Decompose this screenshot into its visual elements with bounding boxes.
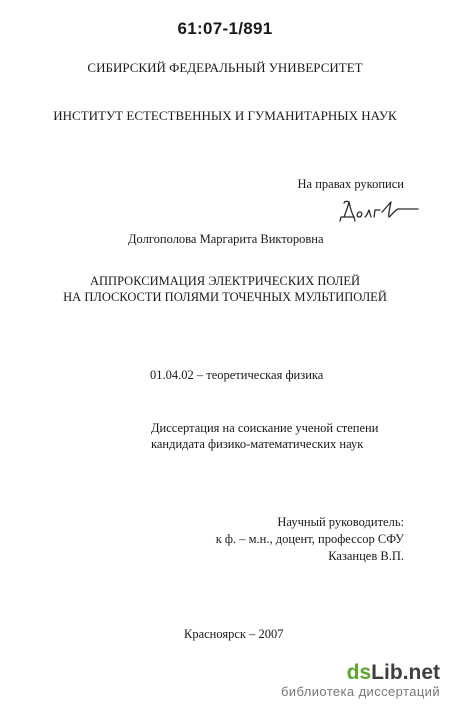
dslib-watermark (281, 662, 440, 700)
supervisor-title: к ф. – м.н., доцент, профессор СФУ (215, 532, 404, 546)
supervisor-label: Научный руководитель: (277, 515, 404, 529)
institute-name: ИНСТИТУТ ЕСТЕСТВЕННЫХ И ГУМАНИТАРНЫХ НАУК (53, 108, 397, 123)
dissertation-title-line-2: НА ПЛОСКОСТИ ПОЛЯМИ ТОЧЕЧНЫХ МУЛЬТИПОЛЕЙ (63, 290, 387, 304)
city-year: Красноярск – 2007 (184, 627, 284, 641)
dslib-logo (281, 662, 440, 684)
handwritten-signature (338, 195, 420, 225)
specialty-code: 01.04.02 – теоретическая физика (150, 368, 324, 382)
supervisor-name: Казанцев В.П. (328, 549, 404, 563)
logo-ds: ds (346, 661, 372, 684)
degree-line-1: Диссертация на соискание ученой степени (151, 421, 379, 435)
author-name: Долгополова Маргарита Викторовна (128, 232, 324, 246)
logo-net: .net (402, 661, 440, 684)
supervisor-block (216, 514, 404, 565)
manuscript-note: На правах рукописи (297, 177, 404, 191)
dissertation-title-line-1: АППРОКСИМАЦИЯ ЭЛЕКТРИЧЕСКИХ ПОЛЕЙ (90, 274, 360, 288)
archive-code: 61:07-1/891 (177, 19, 273, 38)
logo-lib: Lib (371, 661, 403, 684)
degree-line-2: кандидата физико-математических наук (151, 437, 364, 451)
watermark-tagline: библиотека диссертаций (280, 684, 440, 699)
university-name: СИБИРСКИЙ ФЕДЕРАЛЬНЫЙ УНИВЕРСИТЕТ (87, 60, 363, 75)
